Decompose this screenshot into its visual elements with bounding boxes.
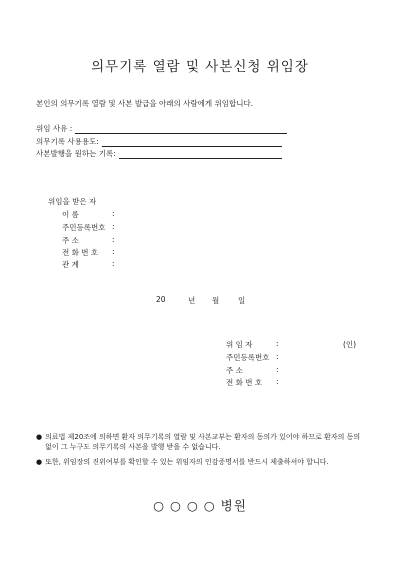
grantee-id-row bbox=[62, 222, 115, 233]
requested-records-label: 사본발행을 원하는 기록: bbox=[36, 149, 116, 158]
requested-records-line[interactable] bbox=[119, 150, 282, 159]
grantor-id-row bbox=[226, 352, 279, 363]
date-month-unit: 월 bbox=[212, 296, 220, 305]
grantor-address-row bbox=[226, 365, 279, 376]
date-year-prefix: 20 bbox=[156, 295, 166, 304]
grantee-name-colon: : bbox=[112, 209, 115, 218]
grantee-phone-colon: : bbox=[112, 247, 115, 256]
grantee-address-row bbox=[62, 235, 115, 246]
grantor-phone-row bbox=[226, 377, 279, 388]
grantee-name-row bbox=[62, 209, 115, 220]
usage-purpose-row bbox=[36, 136, 282, 147]
note-medical-law bbox=[36, 432, 366, 452]
grantor-phone-label: 전 화 번 호 bbox=[226, 378, 263, 387]
grantor-name-label: 위 임 자 bbox=[226, 340, 253, 349]
note-seal-certificate-text: 또한, 위임장의 진위여부를 확인할 수 있는 위임자의 인감증명서를 반드시 제출하셔야 합니다. bbox=[45, 458, 329, 466]
grantee-address-colon: : bbox=[112, 235, 115, 244]
grantor-phone-colon: : bbox=[276, 377, 279, 386]
grantor-id-label: 주민등록번호 bbox=[226, 353, 270, 362]
note-medical-law-text: 의료법 제20조에 의하면 환자 의무기록의 열람 및 사본교부는 환자의 동의가 있어야 하므로 환자의 동의 없이 그 누구도 의무기록의 사본을 발행 받을 수 없습니다. bbox=[45, 433, 361, 451]
grantor-name-colon: : bbox=[276, 339, 279, 348]
purpose-reason-line[interactable] bbox=[75, 125, 287, 134]
hospital-name: ○ ○ ○ ○ 병원 bbox=[153, 498, 247, 513]
grantee-id-label: 주민등록번호 bbox=[62, 223, 106, 232]
grantee-heading: 위임을 받은 자 bbox=[48, 197, 97, 206]
note-seal-certificate bbox=[36, 457, 366, 467]
purpose-reason-row bbox=[36, 123, 287, 134]
grantee-id-colon: : bbox=[112, 222, 115, 231]
date-year-unit: 년 bbox=[188, 296, 196, 305]
document-title: 의무기록 열람 및 사본신청 위임장 bbox=[91, 59, 309, 75]
grantee-relation-label: 관 계 bbox=[62, 260, 79, 269]
grantee-relation-colon: : bbox=[112, 259, 115, 268]
grantor-name-row bbox=[226, 339, 279, 350]
grantee-phone-label: 전 화 번 호 bbox=[62, 248, 99, 257]
grantee-phone-row bbox=[62, 247, 115, 258]
date-day-unit: 일 bbox=[238, 296, 246, 305]
seal-mark: (인) bbox=[343, 340, 357, 349]
grantor-id-colon: : bbox=[276, 352, 279, 361]
intro-text: 본인의 의무기록 열람 및 사본 발급을 아래의 사람에게 위임합니다. bbox=[36, 99, 254, 108]
requested-records-row bbox=[36, 148, 282, 159]
bullet-icon: ● bbox=[36, 458, 43, 466]
usage-purpose-line[interactable] bbox=[102, 138, 282, 147]
grantee-name-label: 이 름 bbox=[62, 210, 79, 219]
grantee-address-label: 주 소 bbox=[62, 236, 79, 245]
usage-purpose-label: 의무기록 사용용도: bbox=[36, 137, 99, 146]
grantee-relation-row bbox=[62, 259, 115, 270]
bullet-icon: ● bbox=[36, 433, 43, 441]
purpose-reason-label: 위임 사유 : bbox=[36, 124, 73, 133]
grantor-address-colon: : bbox=[276, 365, 279, 374]
grantor-address-label: 주 소 bbox=[226, 366, 243, 375]
